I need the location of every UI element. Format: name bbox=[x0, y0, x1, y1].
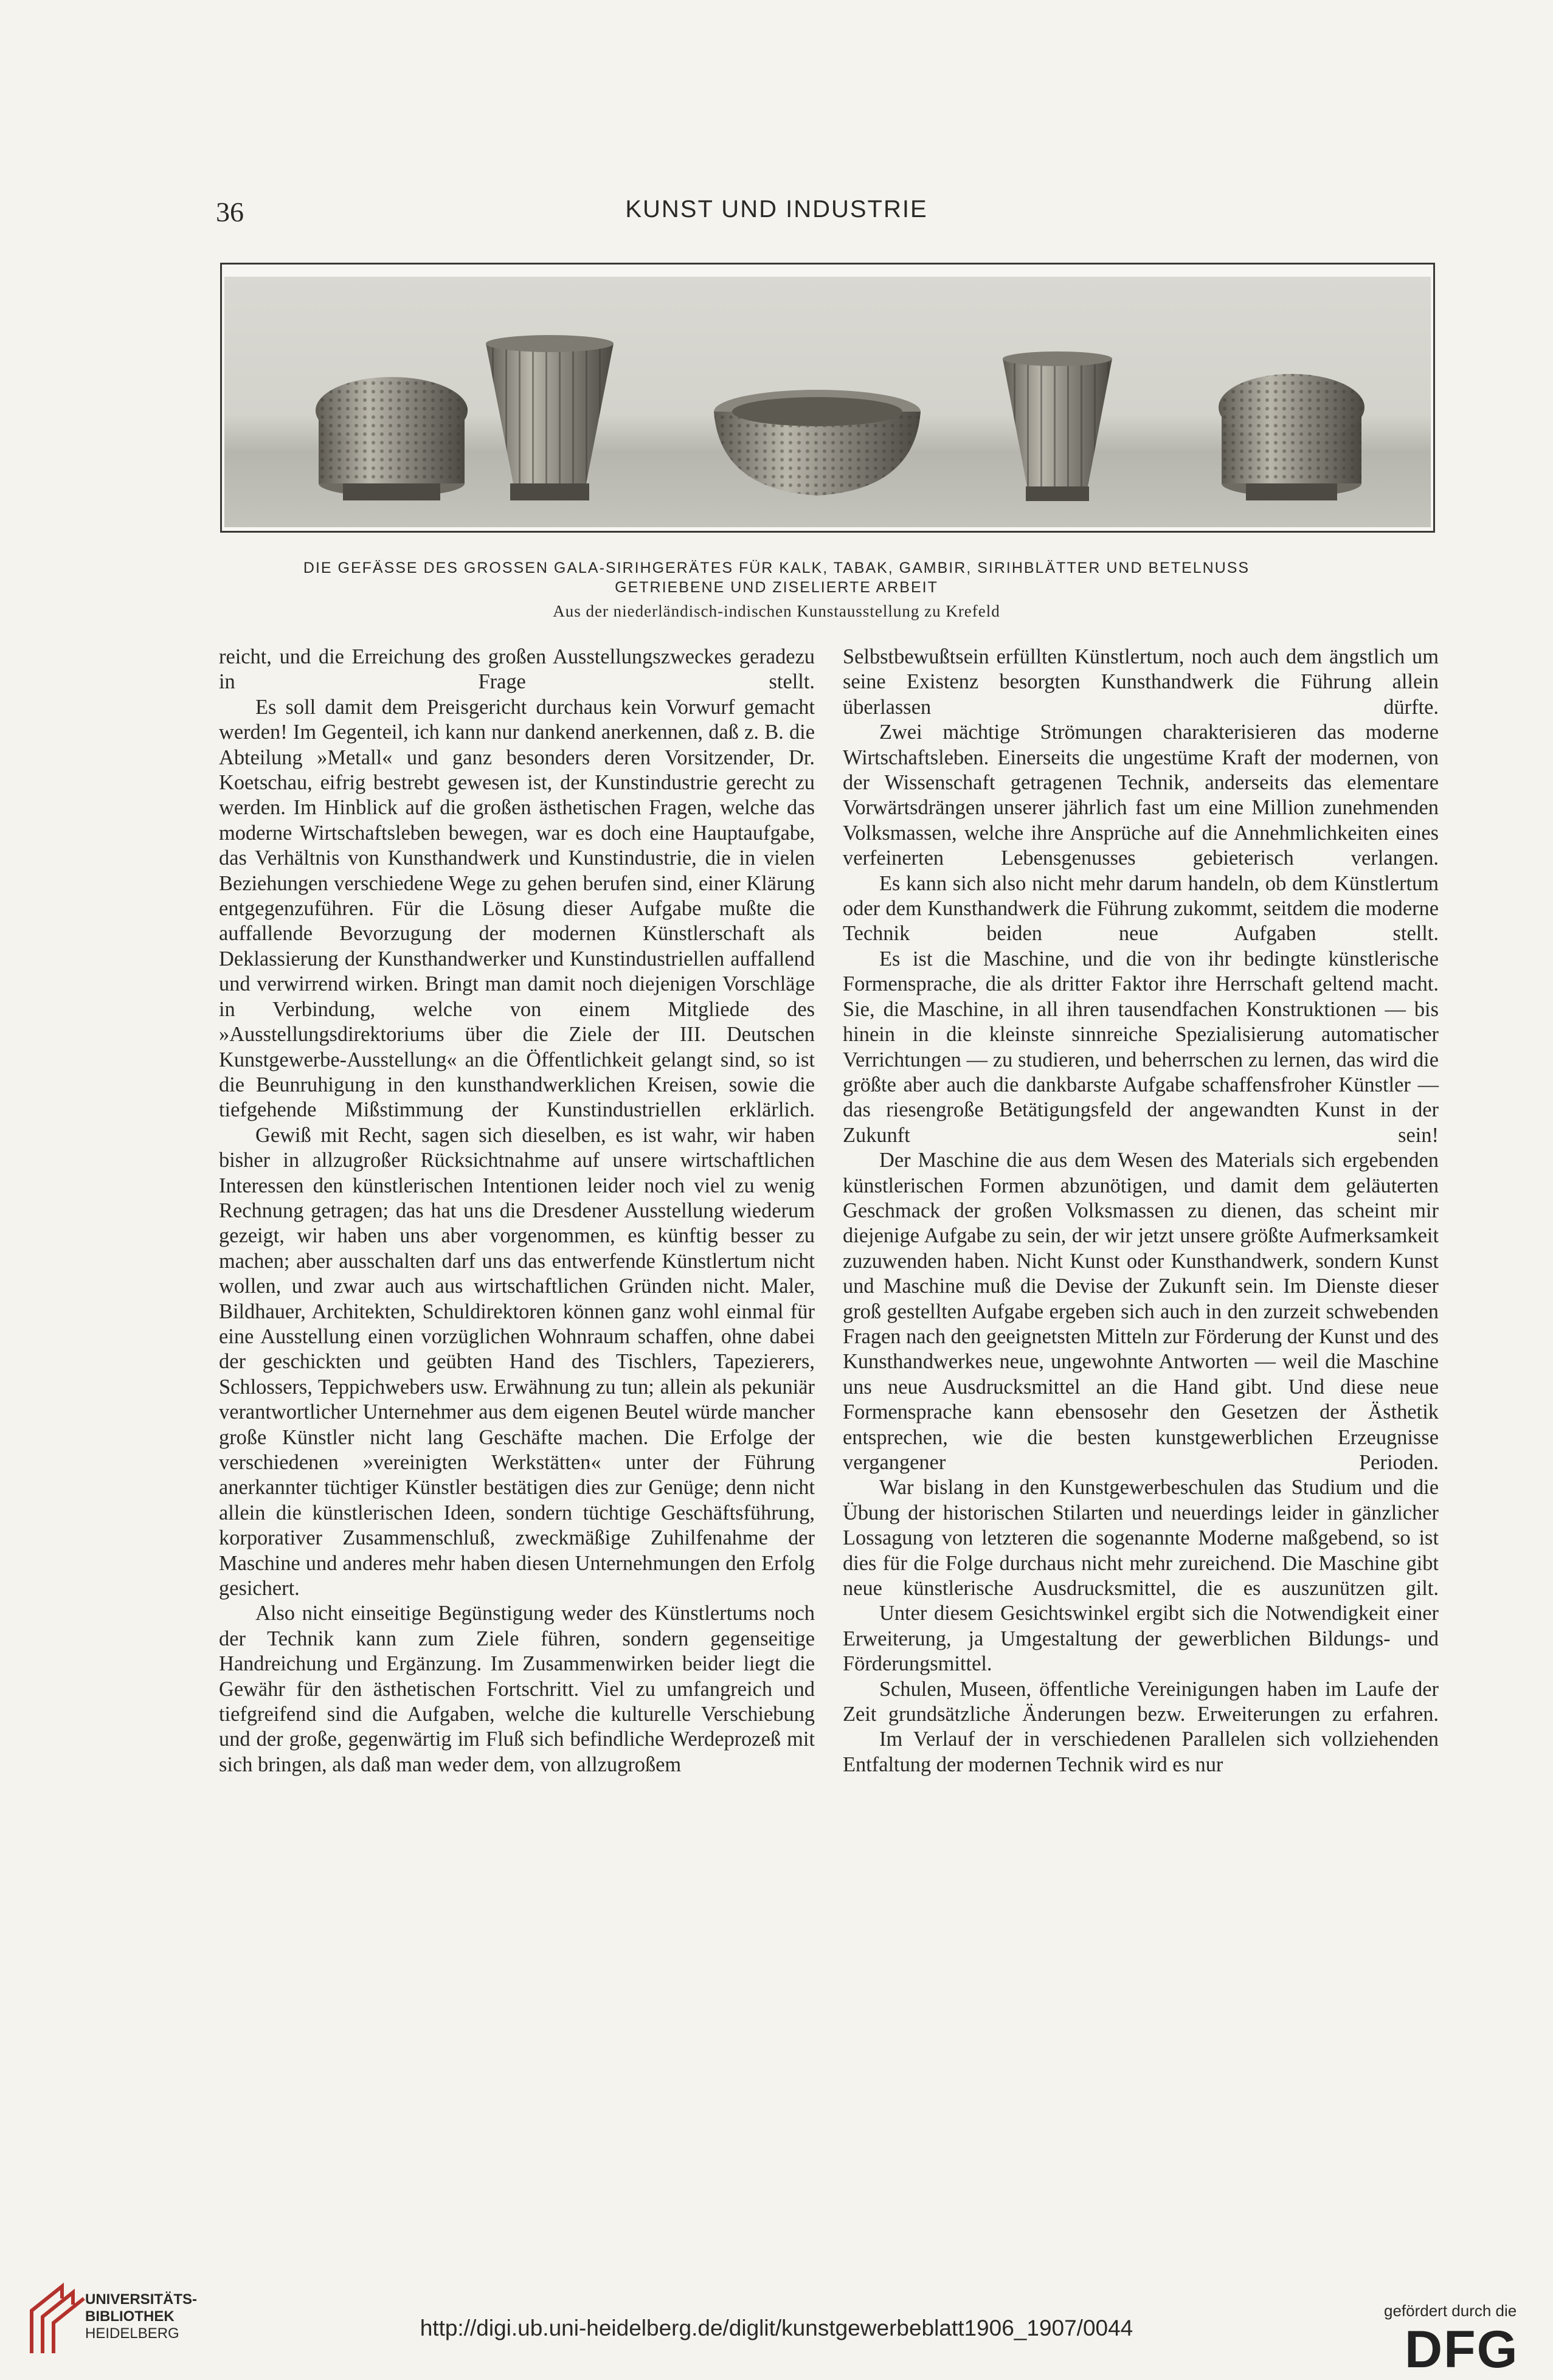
paragraph: Es kann sich also nicht mehr darum handeln, ob dem Künstlertum oder dem Kunsthandwerk die Führung zukommt, seitdem die moderne Technik beiden neue Aufgaben stellt. bbox=[843, 871, 1439, 946]
paragraph: Unter diesem Gesichtswinkel ergibt sich die Notwendigkeit einer Erweiterung, ja Umgestaltung der gewerblichen Bildungs- und Förderungsmittel. bbox=[843, 1602, 1439, 1676]
figure-plate bbox=[220, 263, 1435, 533]
figure-caption-line2: GETRIEBENE UND ZISELIERTE ARBEIT bbox=[615, 579, 938, 596]
paragraph: Der Maschine die aus dem Wesen des Materials sich ergebenden künstlerischen Formen abzunötigen, und damit dem geläuterten Geschmack der großen Volksmassen zu dienen, das scheint mir diejenige Aufgabe zu sein, der wir jetzt unsere größte Aufmerksamkeit zuzuwenden haben. Nicht Kunst oder Kunsthandwerk, sondern Kunst und Maschine muß die Devise der Zukunft sein. Im Dienste dieser groß gestellten Aufgabe ergeben sich auch in den zurzeit schwebenden Fragen nach den geeignetsten Mitteln zur Förderung der Kunst und des Kunsthandwerkes neue, ungewohnte Antworten — weil die Maschine uns neue Ausdrucksmittel an die Hand gibt. Und diese neue Formensprache kann ebensosehr den Gesetzen der Ästhetik entsprechen, wie die besten kunstgewerblichen Erzeugnisse vergangener Perioden. bbox=[843, 1149, 1439, 1474]
paragraph: Es ist die Maschine, und die von ihr bedingte künstlerische Formensprache, die als dritter Faktor ihre Herrschaft geltend macht. Sie, die Maschine, in all ihren tausendfachen Konstruktionen — bis hinein in die kleinste sinnreiche Spezialisierung automatischer Verrichtungen — zu studieren, und beherrschen zu lernen, das wird die größte aber auch die dankbarste Aufgabe schaffensfroher Künstler — das riesengroße Betätigungsfeld der angewandten Kunst in der Zukunft sein! bbox=[843, 947, 1439, 1147]
right-column bbox=[843, 645, 1439, 1777]
paragraph: Es soll damit dem Preisgericht durchaus kein Vorwurf gemacht werden! Im Gegenteil, ich kann nur dankend anerkennen, daß z. B. die Abteilung »Metall« und ganz besonders deren Vorsitzender, Dr. Koetschau, eifrig bestrebt gewesen ist, der Kunstindustrie gerecht zu werden. Im Hinblick auf die großen ästhetischen Fragen, welche das moderne Wirtschaftsleben bewegen, war es doch eine Hauptaufgabe, das Verhältnis von Kunsthandwerk und Kunstindustrie, die in vielen Beziehungen verschiedene Wege zu gehen berufen sind, einer Klärung entgegenzuführen. Für die Lösung dieser Aufgabe mußte die auffallende Bevorzugung der modernen Künstlerschaft als Deklassierung der Kunsthandwerker und Kunstindustriellen auffallend und verwirrend wirken. Bringt man damit noch diejenigen Vorschläge in Verbindung, welche von einem Mitgliede des »Ausstellungsdirektoriums über die Ziele der III. Deutschen Kunstgewerbe-Ausstellung« an die Öffentlichkeit gelangt sind, so ist die Beunruhigung in den kunsthandwerklichen Kreisen, sowie die tiefgehende Mißstimmung der Kunstindustriellen erklärlich. bbox=[219, 695, 815, 1122]
funding-note: gefördert durch die bbox=[1384, 2302, 1517, 2320]
figure-caption-line1: DIE GEFÄSSE DES GROSSEN GALA-SIRIHGERÄTES FÜR KALK, TABAK, GAMBIR, SIRIHBLÄTTER UND BETELNUSS bbox=[303, 559, 1250, 576]
dfg-logo: DFG bbox=[1405, 2320, 1519, 2379]
page-number: 36 bbox=[216, 196, 244, 227]
figure-caption-source: Aus der niederländisch-indischen Kunstausstellung zu Krefeld bbox=[553, 602, 1000, 620]
paragraph: War bislang in den Kunstgewerbeschulen das Studium und die Übung der historischen Stilarten und neuerdings leider in gänzlicher Lossagung von letzteren die sogenannte Moderne maßgebend, so ist dies für die Folge durchaus nicht mehr zureichend. Die Maschine gibt neue künstlerische Ausdrucksmittel, die es auszunützen gilt. bbox=[843, 1476, 1439, 1600]
lidded-box-right bbox=[1219, 374, 1364, 500]
paragraph: reicht, und die Erreichung des großen Ausstellungszweckes geradezu in Frage stellt. bbox=[219, 645, 815, 694]
permalink-url[interactable]: http://digi.ub.uni-heidelberg.de/diglit/kunstgewerbeblatt1906_1907/0044 bbox=[420, 2316, 1133, 2340]
paragraph: Zwei mächtige Strömungen charakterisieren das moderne Wirtschaftsleben. Einerseits die ungestüme Kraft der modernen, von der Wissenschaft getragenen Technik, anderseits das elementare Vorwärtsdrängen unserer jährlich fast um eine Million zunehmenden Volksmassen, welche ihre Ansprüche auf die Annehmlichkeiten eines verfeinerten Lebensgenusses gebieterisch verlangen. bbox=[843, 721, 1439, 870]
left-column bbox=[219, 645, 815, 1777]
vessels-illustration bbox=[224, 277, 1431, 527]
paragraph: Selbstbewußtsein erfüllten Künstlertum, noch auch dem ängstlich um seine Existenz besorgten Kunsthandwerk die Führung allein überlassen dürfte. bbox=[843, 645, 1439, 719]
library-line2: BIBLIOTHEK bbox=[85, 2308, 175, 2325]
paragraph: Gewiß mit Recht, sagen sich dieselben, es ist wahr, wir haben bisher in allzugroßer Rücksichtnahme auf unsere wirtschaftlichen Interessen den künstlerischen Intentionen leider noch viel zu wenig Rechnung getragen; das hat uns die Dresdener Ausstellung wiederum gezeigt, wir haben uns aber vorgenommen, es künftig besser zu machen; aber ausschalten darf uns das entwerfende Künstlertum nicht wollen, und zwar auch aus wirtschaftlichen Gründen nicht. Maler, Bildhauer, Architekten, Schuldirektoren können ganz wohl einmal für eine Ausstellung einen vorzüglichen Wohnraum schaffen, ohne dabei der geschickten und geübten Hand des Tischlers, Tapezierers, Schlossers, Teppichwebers usw. Erwähnung zu tun; allein als pekuniär verantwortlicher Unternehmer aus dem eigenen Beutel würde mancher große Künstler nicht lang Geschäfte machen. Die Erfolge der verschiedenen »vereinigten Werkstätten« unter der Führung anerkannter tüchtiger Künstler bestätigen dies zur Genüge; denn nicht allein die künstlerischen Ideen, sondern tüchtige Geschäftsführung, korporativer Zusammenschluß, zweckmäßige Zuhilfenahme der Maschine und anderes mehr haben diesen Unternehmungen den Erfolg gesichert. bbox=[219, 1123, 815, 1600]
beaker-right bbox=[1003, 351, 1112, 501]
lidded-box-left bbox=[316, 377, 468, 500]
paragraph: Im Verlauf der in verschiedenen Parallelen sich vollziehenden Entfaltung der modernen Technik wird es nur bbox=[843, 1728, 1439, 1776]
paragraph: Also nicht einseitige Begünstigung weder des Künstlertums noch der Technik kann zum Ziele führen, sondern gegenseitige Handreichung und Ergänzung. Im Zusammenwirken beider liegt die Gewähr für den ästhetischen Fortschritt. Viel zu umfangreich und tiefgreifend sind die Aufgaben, welche die kulturelle Verschiebung und der große, gegenwärtig im Fluß sich befindliche Werdeprozeß mit sich bringen, als daß man weder dem, von allzugroßem bbox=[219, 1602, 815, 1776]
figure-photo bbox=[224, 277, 1431, 527]
running-title: KUNST UND INDUSTRIE bbox=[625, 196, 928, 223]
beaker-left bbox=[486, 335, 614, 500]
bowl-center bbox=[714, 390, 921, 496]
library-line1: UNIVERSITÄTS- bbox=[85, 2291, 198, 2308]
paragraph: Schulen, Museen, öffentliche Vereinigungen haben im Laufe der Zeit grundsätzliche Änderungen bezw. Erweiterungen zu erfahren. bbox=[843, 1677, 1439, 1726]
library-line3: HEIDELBERG bbox=[85, 2325, 179, 2342]
